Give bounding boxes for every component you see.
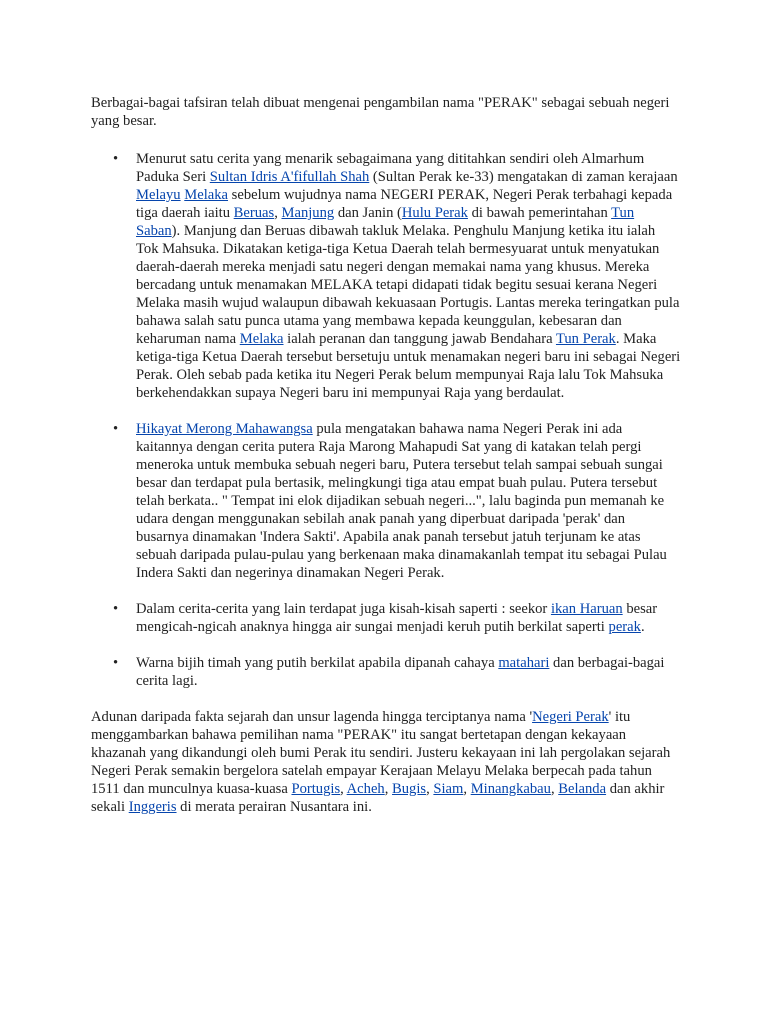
link-perak[interactable]: perak bbox=[608, 619, 641, 635]
link-melaka-2[interactable]: Melaka bbox=[239, 331, 284, 347]
link-manjung[interactable]: Manjung bbox=[281, 205, 335, 221]
link-hulu-perak[interactable]: Hulu Perak bbox=[401, 205, 468, 221]
list-item: • Dalam cerita-cerita yang lain terdapat juga kisah-kisah saperti : seekor ikan Haruan besar mengicah-ngicah anaknya hingga air sungai menjadi keruh putih berkilat saperti perak. bbox=[113, 601, 658, 635]
link-hikayat-merong-mahawangsa[interactable]: Hikayat Merong Mahawangsa bbox=[136, 421, 313, 437]
bullet-icon: • bbox=[113, 151, 119, 167]
bullet-icon: • bbox=[113, 655, 119, 671]
link-minangkabau[interactable]: Minangkabau bbox=[470, 781, 551, 797]
link-acheh[interactable]: Acheh bbox=[346, 781, 385, 797]
link-portugis[interactable]: Portugis bbox=[291, 781, 341, 797]
intro-paragraph: Berbagai-bagai tafsiran telah dibuat mengenai pengambilan nama "PERAK" sebagai sebuah negeri yang besar. bbox=[91, 95, 670, 129]
link-melayu[interactable]: Melayu bbox=[136, 187, 181, 203]
link-tun-saban[interactable]: Tun Saban bbox=[136, 205, 635, 239]
list-item: • Hikayat Merong Mahawangsa pula mengatakan bahawa nama Negeri Perak ini ada kaitannya dengan cerita putera Raja Marong Mahapudi Sat yang di katakan telah pergi meneroka untuk membuka sebuah negeri baru, Putera tersebut telah sampai sebuah sungai besar dan terdapat pula bertasik, melingkungi tiga atau empat buah pulau. Putera tersebut telah berkata.. " Tempat ini elok dijadikan sebuah negeri...", lalu baginda pun memanah ke udara dengan menggunakan sebilah anak panah yang diperbuat daripada 'perak' dan busarnya dinamakan 'Indera Sakti'. Apabila anak panah tersebut jatuh terjunam ke atas sebuah daripada pulau-pulau yang berkenaan maka dinamakanlah tempat itu sebagai Pulau Indera Sakti dan negerinya dinamakan Negeri Perak. bbox=[113, 421, 667, 581]
link-beruas[interactable]: Beruas bbox=[233, 205, 275, 221]
closing-paragraph: Adunan daripada fakta sejarah dan unsur lagenda hingga terciptanya nama 'Negeri Perak' itu menggambarkan bahawa pemilihan nama "PERAK" itu sangat bertetapan dengan kekayaan khazanah yang dikandungi oleh bumi Perak itu sendiri. Justeru kekayaan ini lah pergolakan sejarah Negeri Perak semakin bergelora satelah empayar Kerajaan Melayu Melaka berpecah pada tahun 1511 dan munculnya kuasa-kuasa Portugis, Acheh, Bugis, Siam, Minangkabau, Belanda dan akhir sekali Inggeris di merata perairan Nusantara ini. bbox=[91, 709, 671, 815]
link-sultan-idris[interactable]: Sultan Idris A'fifullah Shah bbox=[209, 169, 370, 185]
link-negeri-perak[interactable]: Negeri Perak bbox=[532, 709, 609, 725]
link-inggeris[interactable]: Inggeris bbox=[128, 799, 177, 815]
link-matahari[interactable]: matahari bbox=[498, 655, 550, 671]
link-melaka[interactable]: Melaka bbox=[184, 187, 229, 203]
document-body bbox=[91, 94, 681, 816]
bullet-list bbox=[91, 150, 681, 690]
bullet-icon: • bbox=[113, 421, 119, 437]
list-item: • Menurut satu cerita yang menarik sebagaimana yang dititahkan sendiri oleh Almarhum Paduka Seri Sultan Idris A'fifullah Shah (Sultan Perak ke-33) mengatakan di zaman kerajaan Melayu Melaka sebelum wujudnya nama NEGERI PERAK, Negeri Perak terbahagi kepada tiga daerah iaitu Beruas, Manjung dan Janin (Hulu Perak di bawah pemerintahan Tun Saban). Manjung dan Beruas dibawah takluk Melaka. Penghulu Manjung ketika itu ialah Tok Mahsuka. Dikatakan ketiga-tiga Ketua Daerah telah bermesyuarat untuk menyatukan daerah-daerah mereka menjadi satu negeri dengan memakai nama yang khusus. Mereka bercadang untuk menamakan MELAKA tetapi didapati tidak begitu sesuai kerana Negeri Melaka masih wujud walaupun dibawah kekuasaan Portugis. Lantas mereka teringatkan pula bahawa salah satu punca utama yang membawa kepada keunggulan, kebesaran dan keharuman nama Melaka ialah peranan dan tanggung jawab Bendahara Tun Perak. Maka ketiga-tiga Ketua Daerah tersebut bersetuju untuk menamakan negeri baru ini sebagai Negeri Perak. Oleh sebab pada ketika itu Negeri Perak belum mempunyai Raja lalu Tok Mahsuka berkehendakkan supaya Negeri baru ini mempunyai Raja yang berdaulat. bbox=[113, 151, 681, 401]
list-item: • Warna bijih timah yang putih berkilat apabila dipanah cahaya matahari dan berbagai-bagai cerita lagi. bbox=[113, 655, 665, 689]
link-belanda[interactable]: Belanda bbox=[558, 781, 607, 797]
bullet-icon: • bbox=[113, 601, 119, 617]
link-tun-perak[interactable]: Tun Perak bbox=[555, 331, 616, 347]
link-ikan-haruan[interactable]: ikan Haruan bbox=[550, 601, 623, 617]
link-bugis[interactable]: Bugis bbox=[392, 781, 427, 797]
link-siam[interactable]: Siam bbox=[433, 781, 464, 797]
